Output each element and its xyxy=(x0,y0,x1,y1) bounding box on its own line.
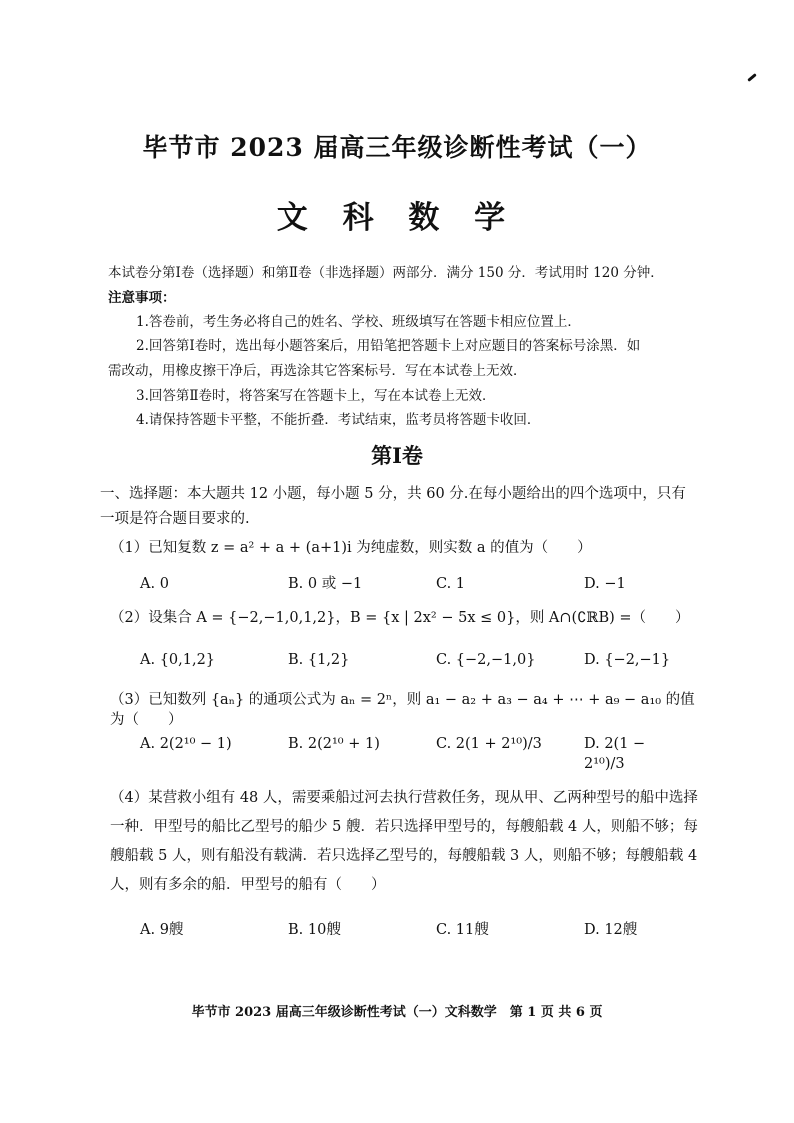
section-heading: 一、选择题：本大题共 12 小题，每小题 5 分，共 60 分.在每小题给出的四个选项中，只有一项是符合题目要求的. xyxy=(100,486,686,527)
notice-item: 1.答卷前，考生务必将自己的姓名、学校、班级填写在答题卡相应位置上． xyxy=(136,314,581,330)
option-c: C. 11艘 xyxy=(436,922,489,938)
question-4: （4）某营救小组有 48 人，需要乘船过河去执行营救任务，现从甲、乙两种型号的船中选择一种．甲型号的船比乙型号的船少 5 艘．若只选择甲型号的，每艘船载 4 人，则船不够；每艘船载 5 人，则有船没有载满．若只选择乙型号的，每艘船载 3 人，则船不够；每艘船载 4 人，则有多余的船．甲型号的船有（ ） xyxy=(110,790,698,893)
option-a: A. 0 xyxy=(140,576,169,592)
notice-item: 3.回答第Ⅱ卷时，将答案写在答题卡上，写在本试卷上无效． xyxy=(136,388,496,404)
question-1: （1）已知复数 z = a² + a + (a+1)i 为纯虚数，则实数 a 的值为（ ） xyxy=(110,540,592,556)
question-3-options xyxy=(140,734,700,774)
option-d: D. 12艘 xyxy=(584,922,638,938)
option-c: C. {−2,−1,0} xyxy=(436,652,536,668)
instructions-intro: 本试卷分第Ⅰ卷（选择题）和第Ⅱ卷（非选择题）两部分．满分 150 分．考试用时 120 分钟． xyxy=(108,265,664,281)
option-c: C. 1 xyxy=(436,576,466,592)
notice-item: 2.回答第Ⅰ卷时，选出每小题答案后，用铅笔把答题卡上对应题目的答案标号涂黑．如 xyxy=(136,338,641,354)
option-c: C. 2(1 + 2¹⁰)/3 xyxy=(436,736,542,752)
option-b: B. 0 或 −1 xyxy=(288,576,363,592)
notice-title: 注意事项： xyxy=(108,290,176,306)
option-d: D. −1 xyxy=(584,576,626,592)
exam-title: 毕节市 2023 届高三年级诊断性考试（一） xyxy=(142,133,652,162)
option-a: A. 2(2¹⁰ − 1) xyxy=(140,736,232,752)
page-footer: 毕节市 2023 届高三年级诊断性考试（一）文科数学 第 1 页 共 6 页 xyxy=(191,1005,603,1020)
option-d: D. 2(1 − 2¹⁰)/3 xyxy=(584,736,646,772)
question-1-options xyxy=(140,574,700,594)
option-b: B. {1,2} xyxy=(288,652,350,668)
exam-subject: 文 科 数 学 xyxy=(276,200,518,236)
scan-mark xyxy=(747,73,757,82)
question-2: （2）设集合 A = {−2,−1,0,1,2}，B = {x | 2x² − 5x ≤ 0}，则 A∩(∁ℝB) =（ ） xyxy=(110,610,690,626)
question-2-options xyxy=(140,650,700,670)
option-d: D. {−2,−1} xyxy=(584,652,671,668)
option-a: A. {0,1,2} xyxy=(140,652,216,668)
option-b: B. 10艘 xyxy=(288,922,341,938)
notice-item: 4.请保持答题卡平整，不能折叠．考试结束，监考员将答题卡收回． xyxy=(136,412,541,428)
question-3: （3）已知数列 {aₙ} 的通项公式为 aₙ = 2ⁿ，则 a₁ − a₂ + a₃ − a₄ + ⋯ + a₉ − a₁₀ 的值为（ ） xyxy=(110,692,695,728)
notice-item-continued: 需改动，用橡皮擦干净后，再选涂其它答案标号．写在本试卷上无效． xyxy=(108,363,527,379)
option-b: B. 2(2¹⁰ + 1) xyxy=(288,736,380,752)
option-a: A. 9艘 xyxy=(140,922,184,938)
volume-heading: 第Ⅰ卷 xyxy=(371,443,423,468)
question-4-options xyxy=(140,920,700,940)
